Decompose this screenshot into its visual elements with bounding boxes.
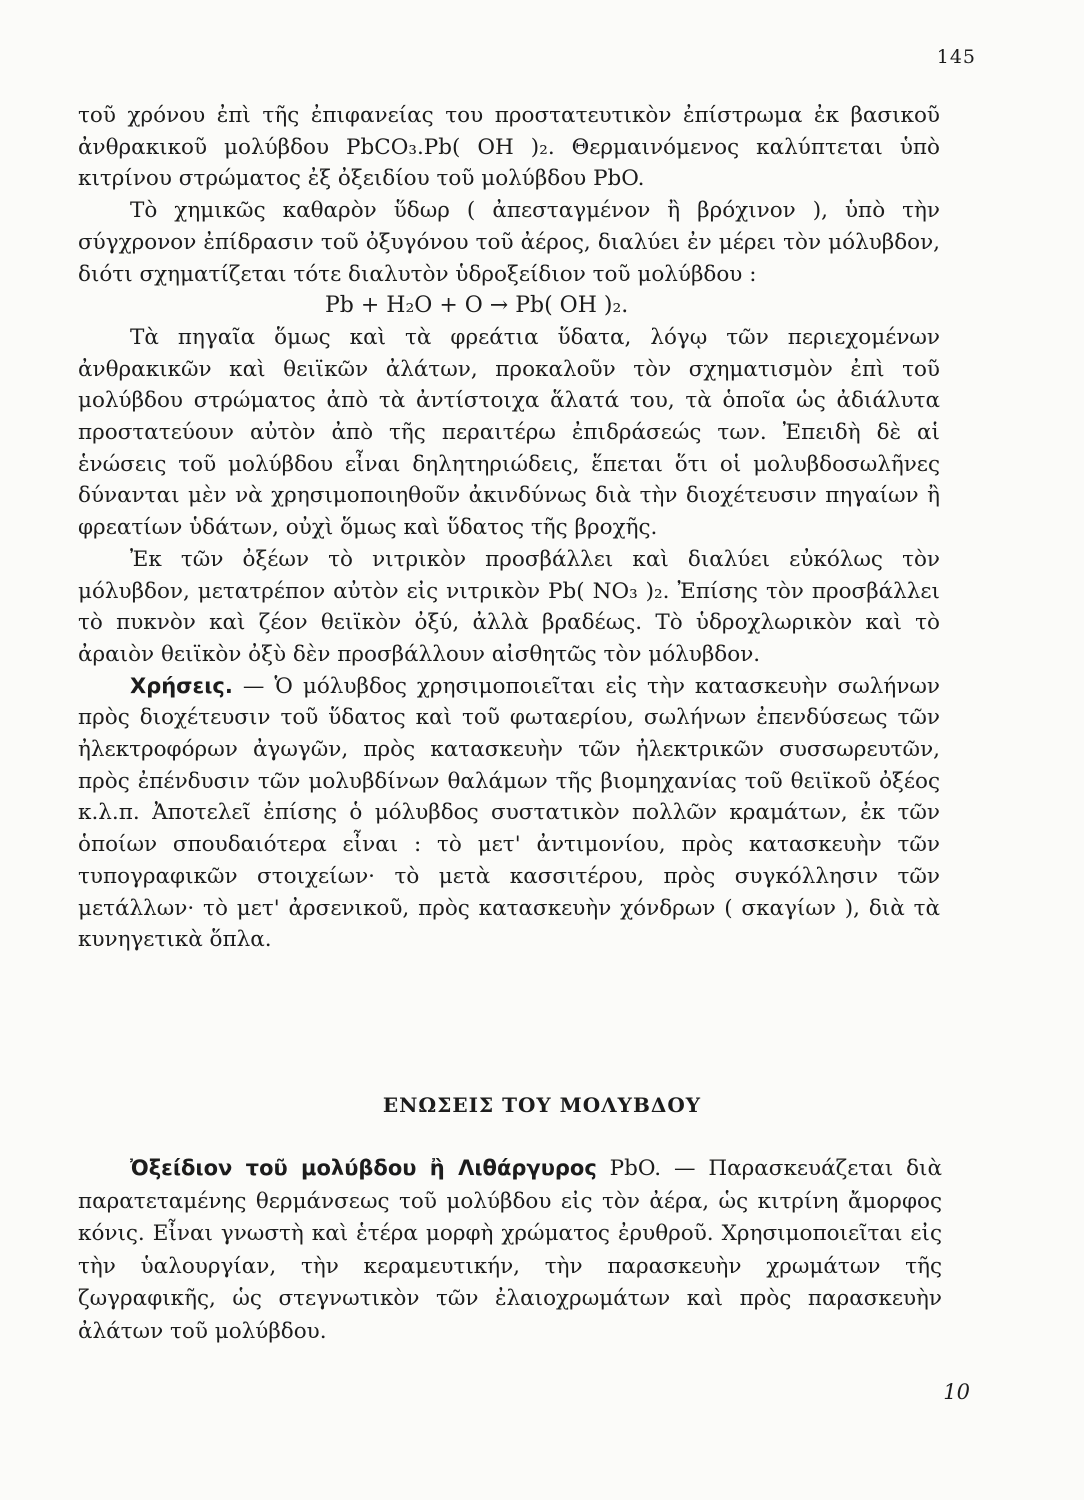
oxide-section xyxy=(78,1152,942,1349)
paragraph-acids: Ἐκ τῶν ὀξέων τὸ νιτρικὸν προσβάλλει καὶ διαλύει εὐκόλως τὸν μόλυβδον, μετατρέπον αὐτὸν εἰς νιτρικὸν Pb( NO₃ )₂. Ἐπίσης τὸν προσβάλλει τὸ πυκνὸν καὶ ζέον θειϊκὸν ὀξύ, ἀλλὰ βραδέως. Τὸ ὑδροχλωρικὸν καὶ τὸ ἀραιὸν θειϊκὸν ὀξὺ δὲν προσβάλλουν αἰσθητῶς τὸν μόλυβδον. xyxy=(78,546,940,667)
section-heading: ΕΝΩΣΕΙΣ ΤΟΥ ΜΟΛΥΒΔΟΥ xyxy=(382,1093,702,1117)
oxide-formula: PbO. xyxy=(609,1156,662,1181)
oxide-text: — Παρασκευάζεται διὰ παρατεταμένης θερμάνσεως τοῦ μολύβδου εἰς τὸν ἀέρα, ὡς κιτρίνη ἄμορφος κόνις. Εἶναι γνωστὴ καὶ ἑτέρα μορφὴ χρώματος ἐρυθροῦ. Χρησιμοποιεῖται εἰς τὴν ὑαλουργίαν, τὴν κεραμευτικήν, τὴν παρασκευὴν χρωμάτων τῆς ζωγραφικῆς, ὡς στεγνωτικὸν τῶν ἐλαιοχρωμάτων καὶ πρὸς παρασκευὴν ἀλάτων τοῦ μολύβδου. xyxy=(78,1156,943,1344)
paragraph-lead: τοῦ χρόνου ἐπὶ τῆς ἐπιφανείας του προστατευτικὸν ἐπίστρωμα ἐκ βασικοῦ ἀνθρακικοῦ μολύβδου PbCO₃.Pb( OH )₂. Θερμαινόμενος καλύπτεται ὑπὸ κιτρίνου στρώματος ἐξ ὀξειδίου τοῦ μολύβδου PbO. xyxy=(78,103,940,192)
uses-text: — Ὁ μόλυβδος χρησιμοποιεῖται εἰς τὴν κατασκευὴν σωλήνων πρὸς διοχέτευσιν τοῦ ὕδατος καὶ τοῦ φωταερίου, σωλήνων ἐπενδύσεως τῶν ἠλεκτροφόρων ἀγωγῶν, πρὸς κατασκευὴν τῶν ἠλεκτρικῶν συσσωρευτῶν, πρὸς ἐπένδυσιν τῶν μολυβδίνων θαλάμων τῆς βιομηχανίας τοῦ θειϊκοῦ ὀξέος κ.λ.π. Ἀποτελεῖ ἐπίσης ὁ μόλυβδος συστατικὸν πολλῶν κραμάτων, ἐκ τῶν ὁποίων σπουδαιότερα εἶναι : τὸ μετ' ἀντιμονίου, πρὸς κατασκευὴν τῶν τυπογραφικῶν στοιχείων· τὸ μετὰ κασσιτέρου, πρὸς συγκόλλησιν τῶν μετάλλων· τὸ μετ' ἀρσενικοῦ, πρὸς κατασκευὴν χόνδρων ( σκαγίων ), διὰ τὰ κυνηγετικὰ ὅπλα. xyxy=(78,673,940,953)
uses-heading: Χρήσεις. xyxy=(130,673,233,698)
paragraph-oxide xyxy=(78,1152,942,1349)
oxide-heading: Ὀξείδιον τοῦ μολύβδου ἢ Λιθάργυρος xyxy=(130,1156,597,1180)
page-number: 145 xyxy=(936,46,976,68)
equation-lead-hydroxide: Pb + H₂O + O → Pb( OH )₂. xyxy=(325,293,629,319)
paragraph-uses xyxy=(78,671,940,956)
paragraph-spring-water: Τὰ πηγαῖα ὅμως καὶ τὰ φρεάτια ὕδατα, λόγῳ τῶν περιεχομένων ἀνθρακικῶν καὶ θειϊκῶν ἀλάτων, προκαλοῦν τὸν σχηματισμὸν ἐπὶ τοῦ μολύβδου στρώματος ἀπὸ τὰ ἀντίστοιχα ἅλατά του, τὰ ὁποῖα ὡς ἀδιάλυτα προστατεύουν αὐτὸν ἀπὸ τῆς περαιτέρω ἐπιδράσεώς των. Ἐπειδὴ δὲ αἱ ἑνώσεις τοῦ μολύβδου εἶναι δηλητηριώδεις, ἕπεται ὅτι οἱ μολυβδοσωλῆνες δύνανται μὲν νὰ χρησιμοποιηθοῦν ἀκινδύνως διὰ τὴν διοχέτευσιν πηγαίων ἢ φρεατίων ὑδάτων, οὐχὶ ὅμως καὶ ὕδατος τῆς βροχῆς. xyxy=(78,324,940,541)
main-text xyxy=(78,100,940,956)
signature-mark: 10 xyxy=(943,1380,970,1404)
paragraph-pure-water: Τὸ χημικῶς καθαρὸν ὕδωρ ( ἀπεσταγμένον ἢ βρόχινον ), ὑπὸ τὴν σύγχρονον ἐπίδρασιν τοῦ ὀξυγόνου τοῦ ἀέρος, διαλύει ἐν μέρει τὸν μόλυβδον, διότι σχηματίζεται τότε διαλυτὸν ὑδροξείδιον τοῦ μολύβδου : xyxy=(78,198,940,287)
